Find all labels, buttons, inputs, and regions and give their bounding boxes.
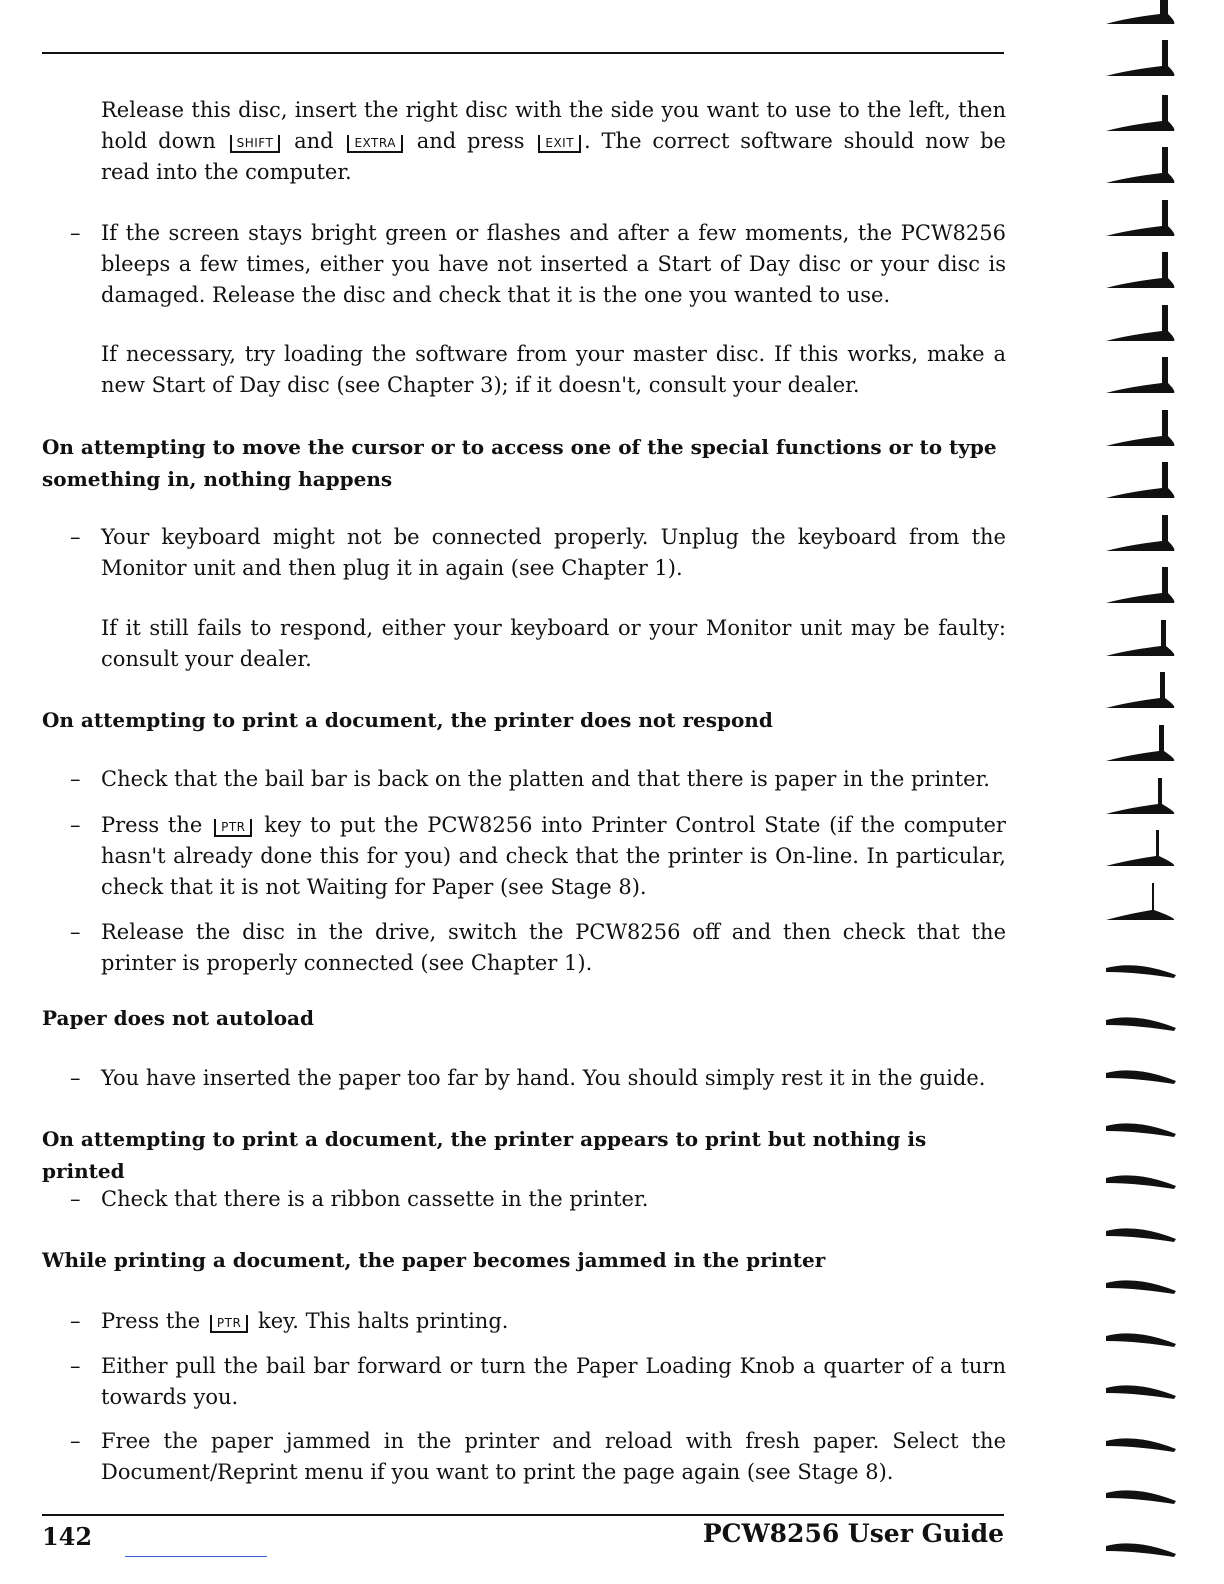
text-segment: key to put the PCW8256 into Printer Control State (if the computer hasn't already done this for you) and check that the printer is On-line. In particular, check that it is not Waiting for Paper (see Stage 8).	[101, 813, 1006, 899]
paragraph-bail-bar: Check that the bail bar is back on the platten and that there is paper in the printer.	[101, 767, 990, 791]
dash-bullet: –	[70, 1354, 81, 1378]
heading-paper-autoload: Paper does not autoload	[42, 1006, 314, 1030]
paragraph-free-paper: Free the paper jammed in the printer and reload with fresh paper. Select the Document/Reprint menu if you want to print the page again (see Stage 8).	[101, 1429, 1006, 1484]
ptr-key: PTR	[210, 1315, 248, 1333]
spiral-binding-shadow	[1096, 0, 1224, 1584]
text-segment: Release this disc, insert the right disc with the side you want to use to the left, then hold down	[101, 98, 1006, 153]
dash-bullet: –	[70, 1429, 81, 1453]
paragraph-press-ptr	[101, 810, 1006, 903]
extra-key: EXTRA	[347, 135, 402, 153]
dash-bullet: –	[70, 1066, 81, 1090]
text-segment: . The correct software should now be read into the computer.	[101, 129, 1006, 184]
dash-bullet: –	[70, 767, 81, 791]
heading-prints-nothing: On attempting to print a document, the printer appears to print but nothing is printed	[42, 1127, 927, 1183]
page-number: 142	[42, 1522, 93, 1551]
decorative-underline	[125, 1556, 267, 1557]
dash-bullet: –	[70, 1187, 81, 1211]
footer-title: PCW8256 User Guide	[702, 1519, 1004, 1548]
heading-cursor-nothing-happens: On attempting to move the cursor or to access one of the special functions or to type something in, nothing happens	[42, 435, 997, 491]
paragraph-screen-green: If the screen stays bright green or flashes and after a few moments, the PCW8256 bleeps a few times, either you have not inserted a Start of Day disc or your disc is damaged. Release the disc and check that it is the one you wanted to use.	[101, 221, 1006, 307]
heading-paper-jammed: While printing a document, the paper becomes jammed in the printer	[42, 1248, 826, 1272]
ptr-key: PTR	[214, 819, 252, 837]
paragraph-keyboard: Your keyboard might not be connected properly. Unplug the keyboard from the Monitor unit and then plug it in again (see Chapter 1).	[101, 525, 1006, 580]
paragraph-press-ptr-halt	[101, 1306, 1006, 1337]
dash-bullet: –	[70, 1309, 81, 1333]
paragraph-pull-bail-bar: Either pull the bail bar forward or turn the Paper Loading Knob a quarter of a turn towards you.	[101, 1354, 1006, 1409]
paragraph-still-fails: If it still fails to respond, either your keyboard or your Monitor unit may be faulty: consult your dealer.	[101, 616, 1006, 671]
paragraph-paper-too-far: You have inserted the paper too far by hand. You should simply rest it in the guide.	[101, 1066, 986, 1090]
binding-marks	[1106, 0, 1176, 1557]
shift-key: SHIFT	[230, 135, 281, 153]
exit-key: EXIT	[538, 135, 581, 153]
text-segment: and	[294, 129, 334, 153]
paragraph-release-disc	[101, 95, 1006, 188]
paragraph-master-disc: If necessary, try loading the software from your master disc. If this works, make a new Start of Day disc (see Chapter 3); if it doesn't, consult your dealer.	[101, 342, 1006, 397]
heading-printer-no-respond: On attempting to print a document, the printer does not respond	[42, 708, 773, 732]
text-segment: and press	[416, 129, 525, 153]
text-segment: Press the	[101, 1309, 201, 1333]
dash-bullet: –	[70, 221, 81, 245]
text-segment: Press the	[101, 813, 203, 837]
text-segment: key. This halts printing.	[258, 1309, 509, 1333]
bottom-rule	[42, 1514, 1004, 1516]
dash-bullet: –	[70, 813, 81, 837]
dash-bullet: –	[70, 920, 81, 944]
paragraph-release-disc-drive: Release the disc in the drive, switch the PCW8256 off and then check that the printer is properly connected (see Chapter 1).	[101, 920, 1006, 975]
paragraph-ribbon: Check that there is a ribbon cassette in the printer.	[101, 1187, 649, 1211]
dash-bullet: –	[70, 525, 81, 549]
